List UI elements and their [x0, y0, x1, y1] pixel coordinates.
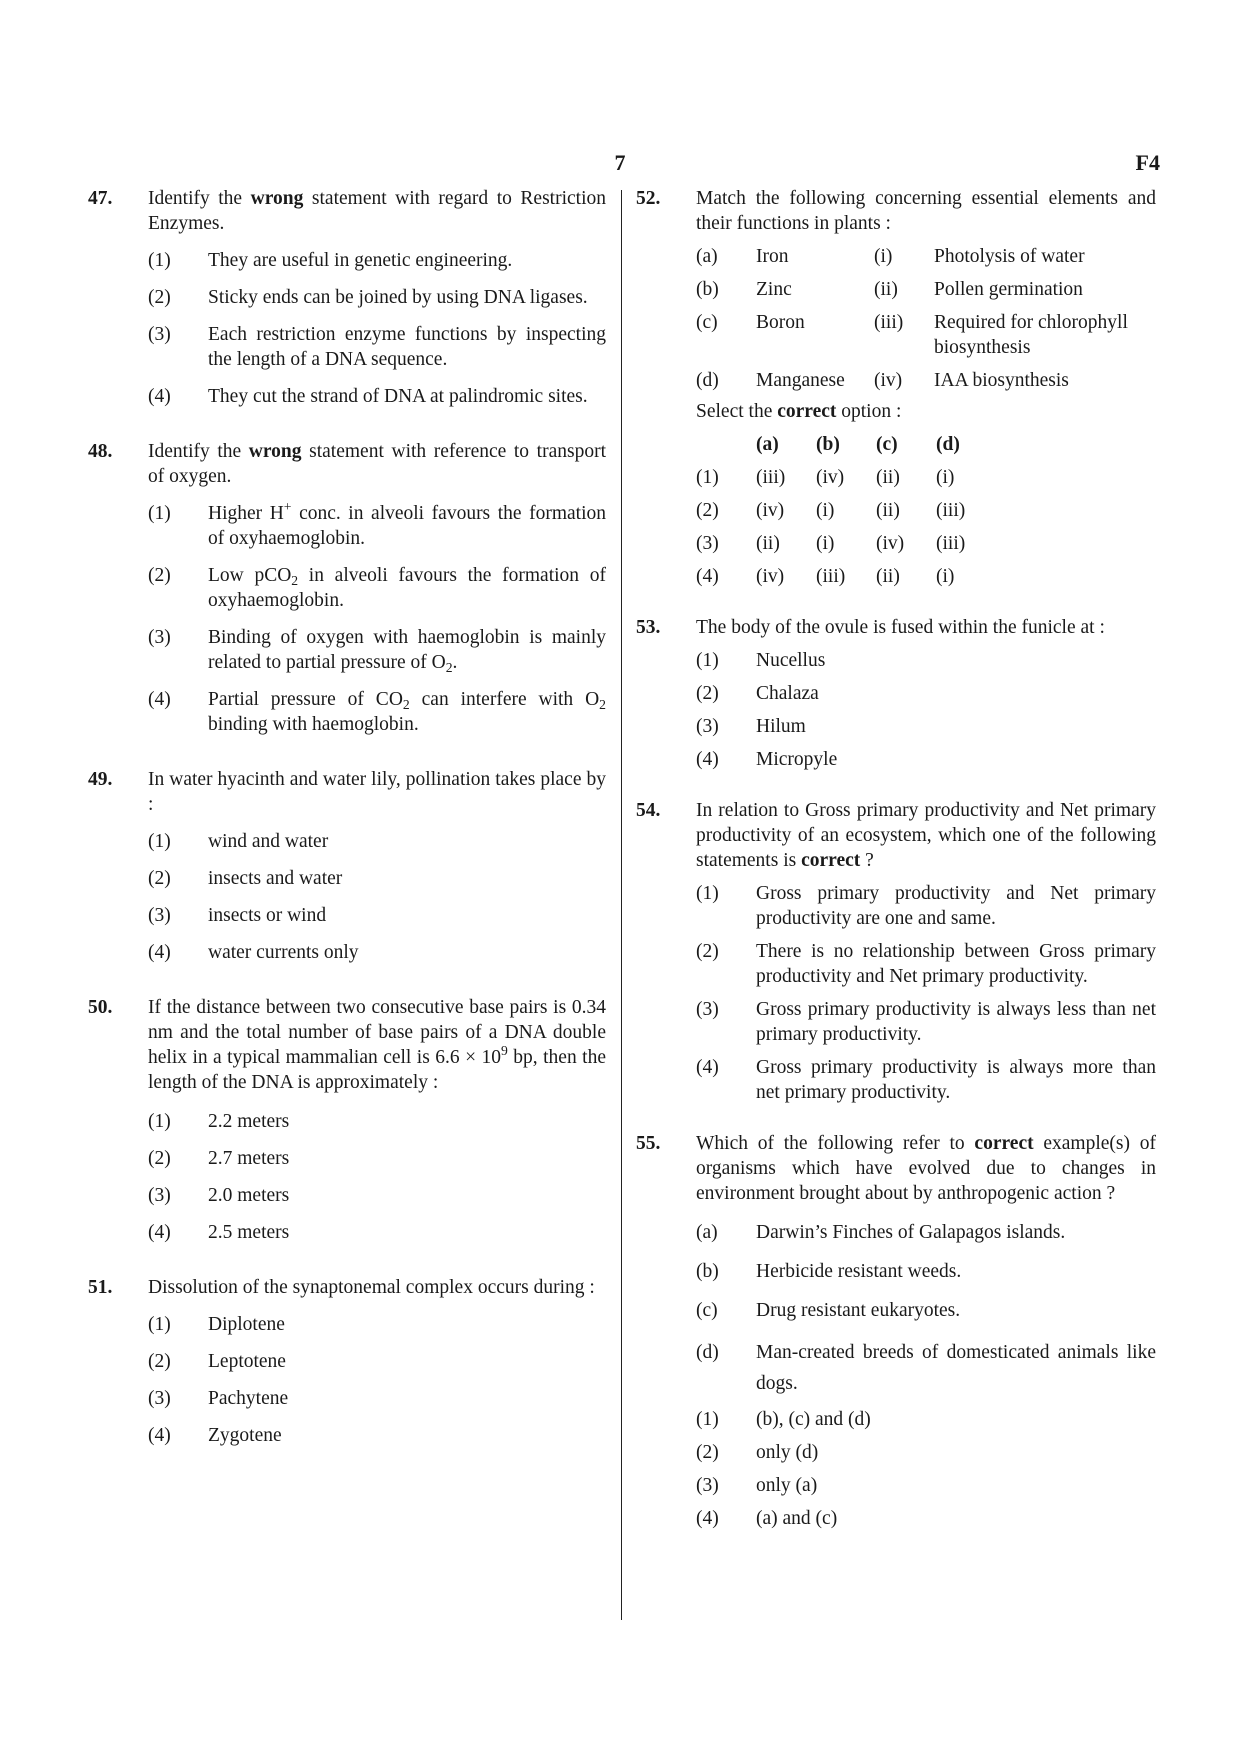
- option[interactable]: (3) Binding of oxygen with haemoglobin is mainly related to partial pressure of $O_2$.: [148, 627, 606, 675]
- option[interactable]: (2) Chalaza: [696, 683, 819, 704]
- option[interactable]: (1) Gross primary productivity and Net primary productivity are one and same.: [696, 883, 1156, 929]
- question-54: [636, 798, 1156, 1105]
- page-number: 7: [614, 150, 626, 175]
- answer-option[interactable]: (3) (ii) (i) (iv) (iii): [696, 533, 966, 554]
- question-stem: Which of the following refer to correct example(s) of organisms which have evolved due to changes in environment brought about by anthropogenic action ?: [696, 1133, 1156, 1204]
- question-48: [88, 439, 606, 737]
- select-instruction: Select the correct option :: [696, 401, 902, 422]
- option[interactable]: (4) (a) and (c): [696, 1508, 838, 1529]
- option[interactable]: (3) Hilum: [696, 716, 806, 737]
- question-number: 47.: [88, 188, 113, 209]
- option[interactable]: (1) Nucellus: [696, 650, 826, 671]
- option[interactable]: (3) only (a): [696, 1475, 818, 1496]
- question-51: [88, 1275, 606, 1448]
- match-row: (b) Zinc (ii) Pollen germination: [696, 279, 1083, 300]
- option[interactable]: (3) Gross primary productivity is always less than net primary productivity.: [696, 999, 1156, 1045]
- answer-option[interactable]: (2) (iv) (i) (ii) (iii): [696, 500, 966, 521]
- option[interactable]: (3) Pachytene: [148, 1388, 289, 1409]
- question-47: [88, 186, 606, 409]
- right-column: [636, 186, 1156, 1531]
- question-52: [636, 186, 1156, 589]
- option[interactable]: (4) Micropyle: [696, 749, 838, 770]
- question-49: [88, 767, 606, 965]
- option[interactable]: (4) Partial pressure of $CO_2$ can interfere with $O_2$ binding with haemoglobin.: [148, 689, 606, 735]
- option[interactable]: (2) Sticky ends can be joined by using DNA ligases.: [148, 287, 588, 308]
- question-stem: If the distance between two consecutive base pairs is 0.34 nm and the total number of base pairs of a DNA double helix in a typical mammalian cell is $6.6 \times 10^9$ bp, then the length of the DNA is approximately :: [148, 997, 606, 1093]
- option[interactable]: (2) insects and water: [148, 868, 343, 889]
- option[interactable]: (3) insects or wind: [148, 905, 327, 926]
- option[interactable]: (1) Higher H+ conc. in alveoli favours the formation of oxyhaemoglobin.: [148, 499, 606, 549]
- statement-item: (d) Man-created breeds of domesticated animals like dogs.: [696, 1342, 1156, 1394]
- answer-header: (a) (b) (c) (d): [756, 434, 960, 455]
- question-55: [636, 1131, 1156, 1531]
- option[interactable]: (2) There is no relationship between Gross primary productivity and Net primary productivity.: [696, 941, 1156, 987]
- question-number: 51.: [88, 1277, 113, 1298]
- question-stem: Match the following concerning essential elements and their functions in plants :: [696, 188, 1156, 234]
- question-stem: Dissolution of the synaptonemal complex occurs during :: [148, 1277, 595, 1298]
- question-number: 50.: [88, 997, 113, 1018]
- option[interactable]: (4) Gross primary productivity is always more than net primary productivity.: [696, 1057, 1156, 1103]
- option[interactable]: (1) (b), (c) and (d): [696, 1409, 871, 1430]
- question-stem: In water hyacinth and water lily, pollination takes place by :: [148, 769, 606, 815]
- match-row: (d) Manganese (iv) IAA biosynthesis: [696, 370, 1069, 391]
- option[interactable]: (3) 2.0 meters: [148, 1185, 290, 1206]
- question-50: [88, 995, 606, 1245]
- question-53: [636, 615, 1156, 772]
- option[interactable]: (4) 2.5 meters: [148, 1222, 290, 1243]
- option[interactable]: (2) 2.7 meters: [148, 1148, 290, 1169]
- question-number: 55.: [636, 1133, 661, 1154]
- option[interactable]: (2) only (d): [696, 1442, 819, 1463]
- answer-grid: [636, 432, 1156, 589]
- statement-item: (c) Drug resistant eukaryotes.: [696, 1300, 961, 1321]
- answer-option[interactable]: (1) (iii) (iv) (ii) (i): [696, 467, 955, 488]
- option[interactable]: (1) wind and water: [148, 831, 329, 852]
- question-number: 48.: [88, 441, 113, 462]
- option[interactable]: (3) Each restriction enzyme functions by inspecting the length of a DNA sequence.: [148, 324, 606, 370]
- option[interactable]: (1) They are useful in genetic engineering.: [148, 250, 513, 271]
- series-code: F4: [1135, 150, 1160, 175]
- column-divider: [621, 190, 622, 1620]
- option[interactable]: (4) They cut the strand of DNA at palindromic sites.: [148, 386, 588, 407]
- question-number: 52.: [636, 188, 661, 209]
- match-table: [696, 244, 1156, 393]
- option[interactable]: (4) Zygotene: [148, 1425, 282, 1446]
- statement-item: (a) Darwin’s Finches of Galapagos islands.: [696, 1222, 1066, 1243]
- option[interactable]: (1) 2.2 meters: [148, 1111, 290, 1132]
- statement-item: (b) Herbicide resistant weeds.: [696, 1261, 962, 1282]
- question-stem: Identify the wrong statement with reference to transport of oxygen.: [148, 441, 606, 487]
- option[interactable]: (2) Low pCO$_2$ in alveoli favours the formation of oxyhaemoglobin.: [148, 565, 606, 611]
- left-column: [88, 186, 606, 1448]
- option[interactable]: (1) Diplotene: [148, 1314, 285, 1335]
- question-stem: The body of the ovule is fused within the funicle at :: [696, 617, 1105, 638]
- question-stem: In relation to Gross primary productivity and Net primary productivity of an ecosystem, which one of the following statements is correct ?: [696, 800, 1156, 871]
- question-number: 53.: [636, 617, 661, 638]
- option[interactable]: (2) Leptotene: [148, 1351, 286, 1372]
- option[interactable]: (4) water currents only: [148, 942, 359, 963]
- question-number: 54.: [636, 800, 661, 821]
- match-row: (c) Boron (iii) Required for chlorophyll biosynthesis: [696, 312, 1128, 358]
- question-number: 49.: [88, 769, 113, 790]
- answer-option[interactable]: (4) (iv) (iii) (ii) (i): [696, 566, 955, 587]
- question-stem: Identify the wrong statement with regard to Restriction Enzymes.: [148, 188, 606, 234]
- match-row: (a) Iron (i) Photolysis of water: [696, 246, 1085, 267]
